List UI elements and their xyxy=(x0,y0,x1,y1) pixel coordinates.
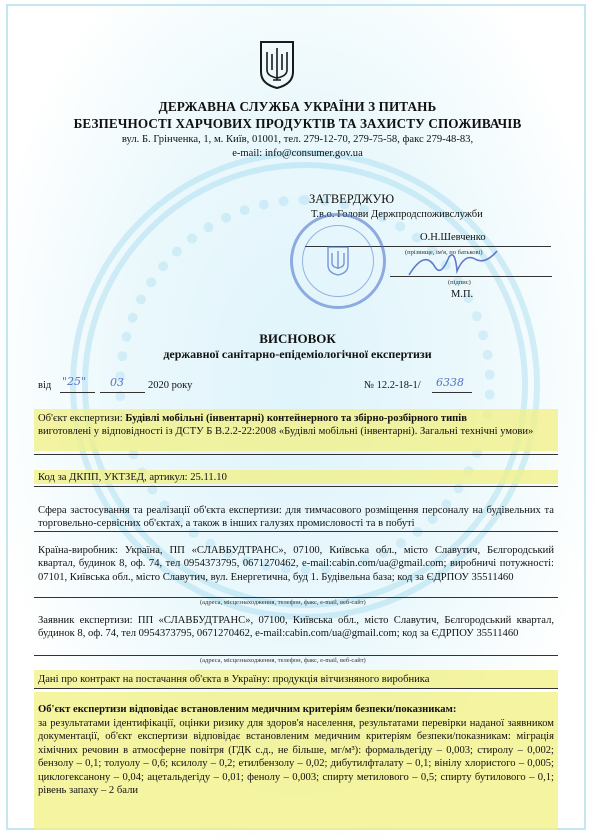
number-handwritten: 6338 xyxy=(436,376,464,389)
agency-name-line1: ДЕРЖАВНА СЛУЖБА УКРАЇНИ З ПИТАНЬ xyxy=(158,99,437,114)
object-value: Будівлі мобільні (інвентарні) контейнерного та збірно-розбірного типів xyxy=(125,413,467,424)
seal-trident-icon xyxy=(326,245,350,277)
trident-emblem-icon xyxy=(259,40,295,90)
agency-address: вул. Б. Грінченка, 1, м. Київ, 01001, тел. 279-12-70, 279-75-58, факс 279-48-83, xyxy=(121,134,474,145)
divider-3 xyxy=(34,531,558,532)
conclusion-subtitle: державної санітарно-епідеміологічної експертизи xyxy=(163,347,432,361)
criteria-heading: Об'єкт експертизи відповідає встановленим медичним критеріям безпеки/показникам: xyxy=(38,704,457,715)
agency-name-line2: БЕЗПЕЧНОСТІ ХАРЧОВИХ ПРОДУКТІВ ТА ЗАХИСТУ СПОЖИВАЧІВ xyxy=(73,116,522,131)
object-section xyxy=(38,412,554,425)
criteria-text: за результатами ідентифікації, оцінки ризику для здоров'я населення, результатами перевірки наданої заявником документації, об'єкт експертизи відповідає встановленим медичним критеріям безпеки/показникам: міграція хімічних речовин в атмосферне повітря (ГДК с.д., не більше, мг/м³): формальдегіду – 0,003; стиролу – 0,002; бензолу – 0,1; толуолу – 0,6; ксилолу – 0,2; етилбензолу – 0,02; дибутилфталату – 0,1; вінілу хлористого – 0,005; циклогексанону – 0,04; ацетальдегіду – 0,01; фенолу – 0,003; спирту метилового – 0,5; спирту бутилового – 0,1; рівень запаху – 2 бали xyxy=(38,718,554,797)
applicant-underline xyxy=(34,655,558,656)
producer-caption: (адреса, місцезнаходження, телефон, факс, e-mail, веб-сайт) xyxy=(200,599,366,606)
date-day: "25" xyxy=(62,375,87,388)
applicant-caption: (адреса, місцезнаходження, телефон, факс, e-mail, веб-сайт) xyxy=(200,657,366,664)
scope-text: Сфера застосування та реалізації об'єкта експертизи: для тимчасового розміщення персоналу на будівельних та торговельно-сервісних об'єктах, а також в інших галузях промисловості та в побуті xyxy=(38,505,554,530)
date-year: 2020 року xyxy=(148,380,193,391)
applicant-text: Заявник експертизи: ПП «СЛАВБУДТРАНС», 07100, Київська обл., місто Славутич, Бєлгородський квартал, будинок 8, оф. 74, тел 0954373795, 0671270462, e-mail:cabin.com/ua@gmail.com; код за ЄДРПОУ 35511460 xyxy=(38,615,554,640)
date-prefix: від xyxy=(38,380,52,391)
divider-1 xyxy=(34,454,558,455)
number-underline xyxy=(432,392,472,393)
code-line: Код за ДКПП, УКТЗЕД, артикул: 25.11.10 xyxy=(38,472,227,483)
date-day-underline xyxy=(60,392,95,393)
object-label: Об'єкт експертизи: xyxy=(38,413,123,424)
name-caption: (прізвище, ім'я, по батькові) xyxy=(405,249,483,256)
contract-text: Дані про контракт на постачання об'єкта в Україну: продукція вітчизняного виробника xyxy=(38,674,430,685)
conclusion-title: ВИСНОВОК xyxy=(259,331,336,346)
signature-mark xyxy=(405,247,500,282)
producer-text: Країна-виробник: Україна, ПП «СЛАВБУДТРАНС», 07100, Київська обл., місто Славутич, Бєлгородський квартал, будинок 8, оф. 74, тел 0954373795, 0671270462, e-mail:cabin.com/ua@gmail.com; виробничі потужності: 07101, Київська обл., місто Славутич, вул. Енергетична, буд 1. Будівельна база; код за ЄДРПОУ 35511460 xyxy=(38,545,554,583)
agency-email: e-mail: info@consumer.gov.ua xyxy=(232,148,363,159)
number-prefix: № 12.2-18-1/ xyxy=(364,380,421,391)
object-made: виготовлені у відповідності із ДСТУ Б В.2.2-22:2008 «Будівлі мобільні (інвентарні). Загальні технічні умови» xyxy=(38,426,534,437)
date-month-underline xyxy=(100,392,145,393)
approval-title: ЗАТВЕРДЖУЮ xyxy=(309,192,395,206)
approver-name: О.Н.Шевченко xyxy=(420,232,486,243)
approval-role: Т.в.о. Голови Держпродспоживслужби xyxy=(311,209,483,220)
divider-4 xyxy=(34,688,558,689)
producer-underline xyxy=(34,597,558,598)
divider-2 xyxy=(34,486,558,487)
signature-caption: (підпис) xyxy=(448,279,471,286)
date-month: 03 xyxy=(110,376,124,389)
stamp-place-label: М.П. xyxy=(451,289,474,300)
